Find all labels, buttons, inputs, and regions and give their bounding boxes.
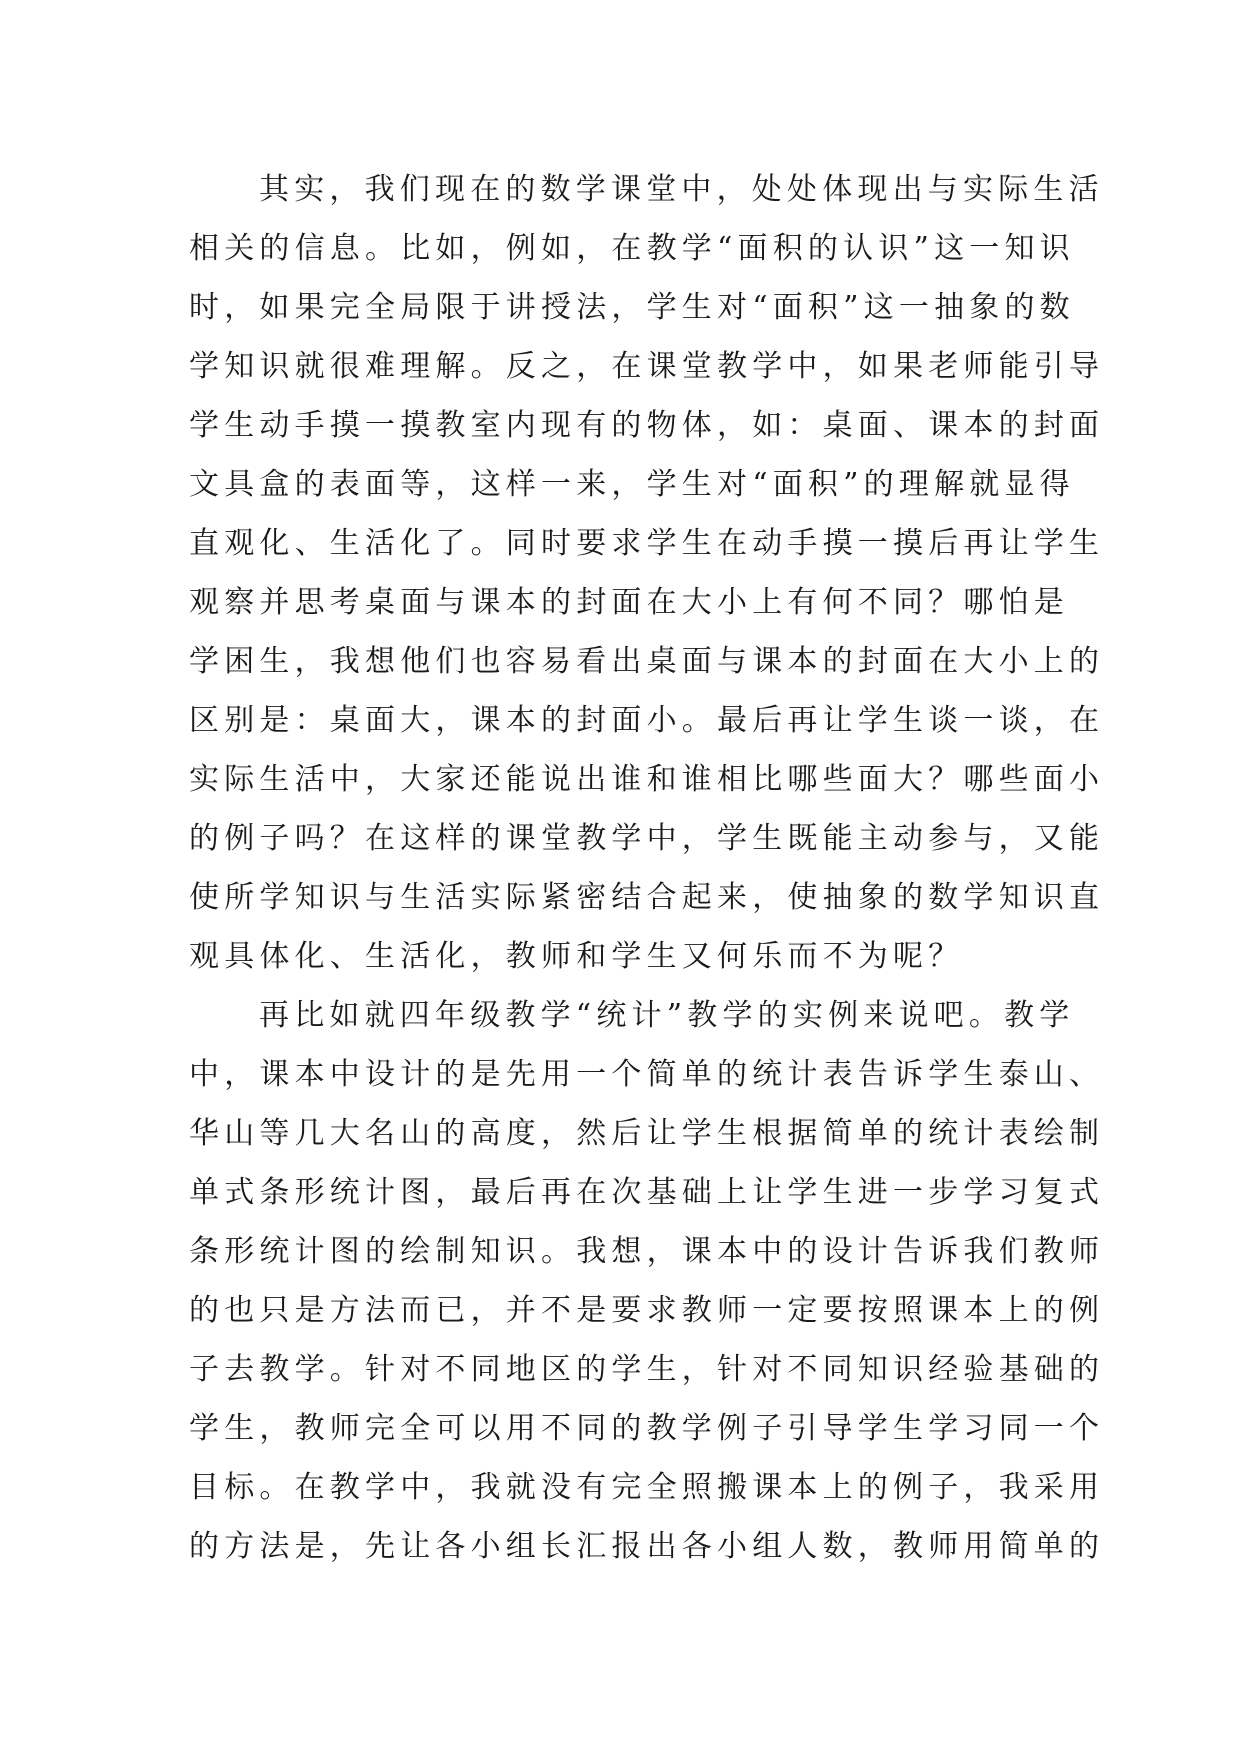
paragraph-line: 单式条形统计图，最后再在次基础上让学生进一步学习复式 [189, 1175, 1105, 1210]
paragraph-2 [189, 986, 1105, 1576]
paragraph-line: 其实，我们现在的数学课堂中，处处体现出与实际生活 [259, 172, 1104, 207]
paragraph-line: 观具体化、生活化，教师和学生又何乐而不为呢？ [189, 939, 964, 974]
paragraph-line: 学困生，我想他们也容易看出桌面与课本的封面在大小上的 [189, 644, 1105, 679]
paragraph-line: 实际生活中，大家还能说出谁和谁相比哪些面大？哪些面小 [189, 762, 1105, 797]
paragraph-line: 相关的信息。比如，例如，在教学“面积的认识”这一知识 [189, 231, 1075, 266]
paragraph-line: 再比如就四年级教学“统计”教学的实例来说吧。教学 [259, 998, 1075, 1033]
paragraph-line: 华山等几大名山的高度，然后让学生根据简单的统计表绘制 [189, 1116, 1105, 1151]
paragraph-line: 区别是：桌面大，课本的封面小。最后再让学生谈一谈，在 [189, 703, 1105, 738]
paragraph-line: 使所学知识与生活实际紧密结合起来，使抽象的数学知识直 [189, 880, 1105, 915]
paragraph-line: 中，课本中设计的是先用一个简单的统计表告诉学生泰山、 [189, 1057, 1105, 1092]
paragraph-line: 时，如果完全局限于讲授法，学生对“面积”这一抽象的数 [189, 290, 1075, 325]
document-body [189, 160, 1105, 1576]
paragraph-line: 目标。在教学中，我就没有完全照搬课本上的例子，我采用 [189, 1470, 1105, 1505]
paragraph-1 [189, 160, 1105, 986]
paragraph-line: 学生，教师完全可以用不同的教学例子引导学生学习同一个 [189, 1411, 1105, 1446]
paragraph-line: 文具盒的表面等，这样一来，学生对“面积”的理解就显得 [189, 467, 1075, 502]
paragraph-line: 观察并思考桌面与课本的封面在大小上有何不同？哪怕是 [189, 585, 1069, 620]
paragraph-line: 的方法是，先让各小组长汇报出各小组人数，教师用简单的 [189, 1529, 1105, 1564]
paragraph-line: 的例子吗？在这样的课堂教学中，学生既能主动参与，又能 [189, 821, 1105, 856]
paragraph-line: 的也只是方法而已，并不是要求教师一定要按照课本上的例 [189, 1293, 1105, 1328]
paragraph-line: 学生动手摸一摸教室内现有的物体，如：桌面、课本的封面 [189, 408, 1105, 443]
paragraph-line: 学知识就很难理解。反之，在课堂教学中，如果老师能引导 [189, 349, 1105, 384]
paragraph-line: 条形统计图的绘制知识。我想，课本中的设计告诉我们教师 [189, 1234, 1105, 1269]
paragraph-line: 直观化、生活化了。同时要求学生在动手摸一摸后再让学生 [189, 526, 1105, 561]
paragraph-line: 子去教学。针对不同地区的学生，针对不同知识经验基础的 [189, 1352, 1105, 1387]
